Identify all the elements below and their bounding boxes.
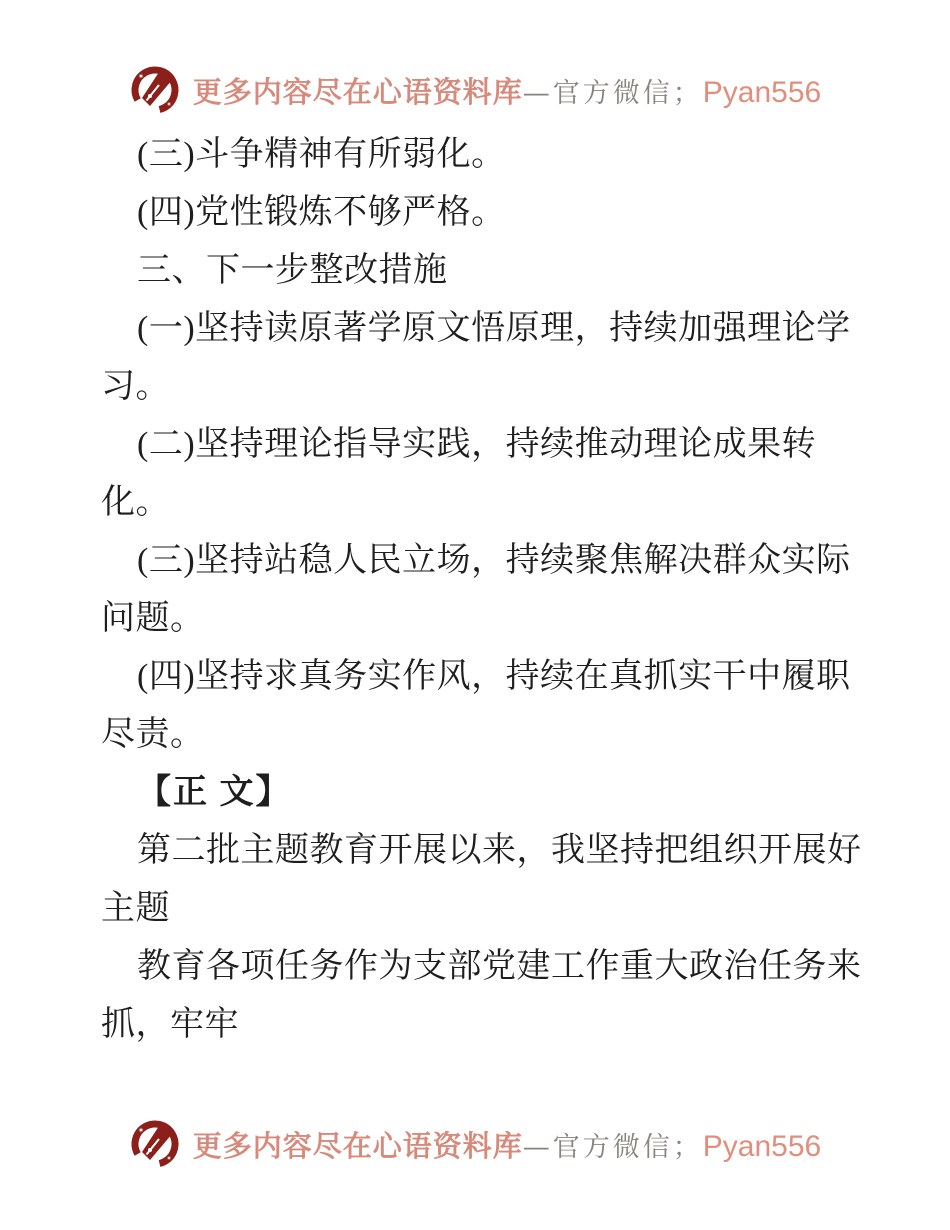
watermark-text <box>193 1124 821 1165</box>
watermark-channel: —官方微信； <box>522 77 703 109</box>
watermark-prefix: 更多内容尽在心语资料库 <box>192 76 523 109</box>
footer-watermark <box>0 1117 950 1171</box>
document-body <box>101 126 901 1054</box>
doc-line-section-heading: 三、下一步整改措施 <box>137 252 448 289</box>
watermark-text <box>193 70 821 111</box>
doc-line: 教育各项任务作为支部党建工作重大政治任务来 <box>137 948 862 985</box>
doc-line: 主题 <box>101 890 170 927</box>
header-watermark <box>0 63 950 117</box>
pen-nib-circle-icon <box>129 64 181 116</box>
watermark-account: Pyan556 <box>702 1129 822 1163</box>
doc-line: 抓，牢牢 <box>101 1006 239 1043</box>
doc-line: 第二批主题教育开展以来，我坚持把组织开展好 <box>137 832 862 869</box>
doc-line: (四)党性锻炼不够严格。 <box>137 194 506 231</box>
doc-line: (三)斗争精神有所弱化。 <box>137 136 506 173</box>
pen-nib-circle-icon <box>129 1118 181 1170</box>
watermark-channel: —官方微信； <box>522 1131 703 1163</box>
doc-line: 化。 <box>101 484 170 521</box>
doc-line: (三)坚持站稳人民立场，持续聚焦解决群众实际 <box>137 542 851 579</box>
doc-line: (二)坚持理论指导实践，持续推动理论成果转 <box>137 426 817 463</box>
watermark-account: Pyan556 <box>702 75 822 109</box>
watermark-prefix: 更多内容尽在心语资料库 <box>192 1130 523 1163</box>
doc-line-main-text-marker: 【正 文】 <box>137 774 292 811</box>
doc-line: 尽责。 <box>101 716 205 753</box>
doc-line: (一)坚持读原著学原文悟原理，持续加强理论学 <box>137 310 851 347</box>
doc-line: 习。 <box>101 368 170 405</box>
doc-line: 问题。 <box>101 600 205 637</box>
doc-line: (四)坚持求真务实作风，持续在真抓实干中履职 <box>137 658 851 695</box>
